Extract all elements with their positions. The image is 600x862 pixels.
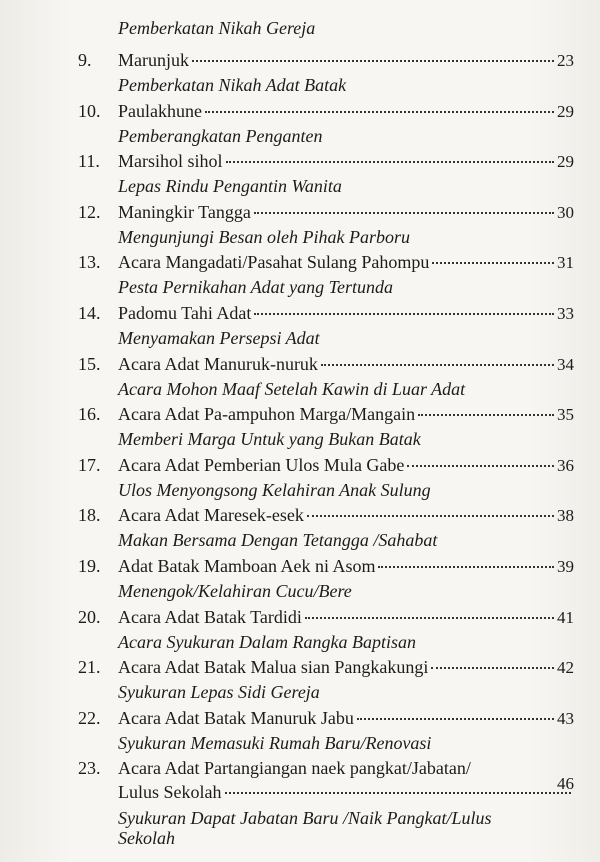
entry-row bbox=[118, 505, 574, 526]
entry-number: 14. bbox=[78, 303, 101, 323]
dot-leader bbox=[226, 161, 554, 163]
entry-title: Acara Adat Pa-ampuhon Marga/Mangain bbox=[118, 404, 416, 425]
entry-row bbox=[118, 354, 574, 375]
entry-title: Acara Adat Pemberian Ulos Mula Gabe bbox=[118, 454, 405, 475]
entry-title: Maningkir Tangga bbox=[118, 201, 251, 222]
entry-title: Marsihol sihol bbox=[118, 151, 223, 172]
dot-leader bbox=[205, 111, 554, 113]
entry-number: 19. bbox=[78, 556, 101, 576]
entry-row bbox=[118, 657, 574, 678]
toc-entry bbox=[0, 252, 600, 303]
entry-number: 16. bbox=[78, 404, 101, 425]
toc-entry bbox=[0, 404, 600, 455]
entry-subtitle: Acara Mohon Maaf Setelah Kawin di Luar Adat bbox=[118, 378, 466, 399]
toc-entry bbox=[0, 303, 600, 354]
entry-page-number: 41 bbox=[557, 607, 574, 627]
entry-page-number: 34 bbox=[557, 354, 574, 374]
entry-row bbox=[118, 455, 574, 476]
entry-page-number: 35 bbox=[557, 405, 574, 425]
entry-title: Acara Adat Batak Tardidi bbox=[118, 606, 302, 627]
dot-leader bbox=[307, 515, 554, 517]
toc-entry bbox=[0, 556, 600, 607]
dot-leader bbox=[192, 60, 554, 62]
entry-subtitle: Menyamakan Persepsi Adat bbox=[118, 328, 320, 348]
entry-subtitle: Syukuran Dapat Jabatan Baru /Naik Pangkat/Lulus Sekolah bbox=[118, 808, 492, 848]
entry-row bbox=[118, 252, 574, 273]
toc-entry bbox=[0, 151, 600, 202]
dot-leader bbox=[254, 212, 554, 214]
dot-leader bbox=[305, 617, 554, 619]
entry-title: Adat Batak Mamboan Aek ni Asom bbox=[118, 556, 376, 576]
entry-page-number: 23 bbox=[557, 51, 574, 70]
dot-leader bbox=[407, 465, 554, 467]
entry-subtitle: Ulos Menyongsong Kelahiran Anak Sulung bbox=[118, 479, 431, 500]
entry-page-number: 33 bbox=[557, 304, 574, 323]
dot-leader bbox=[418, 414, 554, 416]
entry-page-number: 42 bbox=[557, 658, 574, 678]
entry-title-line2: Lulus Sekolah bbox=[118, 782, 222, 802]
toc-entry bbox=[0, 354, 600, 405]
entry-page-number: 29 bbox=[557, 152, 574, 172]
entry-title: Acara Adat Maresek-esek bbox=[118, 505, 304, 526]
entry-title-line1: Acara Adat Partangiangan naek pangkat/Jabatan/ bbox=[118, 758, 471, 778]
entry-page-number: 46 bbox=[557, 774, 574, 793]
entry-number: 20. bbox=[78, 606, 101, 627]
entry-row bbox=[118, 202, 574, 223]
dot-leader bbox=[431, 667, 554, 669]
entry-row bbox=[118, 101, 574, 122]
entry-subtitle: Pemberangkatan Penganten bbox=[118, 125, 323, 146]
entry-subtitle: Memberi Marga Untuk yang Bukan Batak bbox=[118, 429, 421, 450]
entry-title: Marunjuk bbox=[118, 50, 189, 70]
entry-number: 9. bbox=[78, 50, 92, 70]
toc-entry bbox=[0, 101, 600, 152]
entry-row bbox=[118, 708, 574, 729]
toc-entry bbox=[0, 202, 600, 253]
entry-subtitle: Acara Syukuran Dalam Rangka Baptisan bbox=[118, 631, 416, 652]
toc-entry-23 bbox=[0, 758, 600, 858]
entry-subtitle: Mengunjungi Besan oleh Pihak Parboru bbox=[118, 226, 410, 247]
entry-subtitle: Syukuran Memasuki Rumah Baru/Renovasi bbox=[118, 732, 432, 753]
entry-number: 11. bbox=[78, 151, 100, 172]
toc-entry bbox=[0, 708, 600, 759]
entry-number: 17. bbox=[78, 454, 101, 475]
entry-subtitle: Pesta Pernikahan Adat yang Tertunda bbox=[118, 277, 393, 298]
dot-leader bbox=[357, 718, 554, 720]
entry-title: Acara Adat Batak Malua sian Pangkakungi bbox=[118, 657, 429, 678]
entry-number: 15. bbox=[78, 353, 101, 374]
dot-leader bbox=[432, 262, 554, 264]
entry-subtitle: Menengok/Kelahiran Cucu/Bere bbox=[118, 581, 352, 601]
toc-entry bbox=[0, 657, 600, 708]
entry-title: Acara Mangadati/Pasahat Sulang Pahompu bbox=[118, 252, 430, 273]
entry-title: Acara Adat Manuruk-nuruk bbox=[118, 353, 318, 374]
dot-leader bbox=[378, 566, 554, 568]
entry-page-number: 38 bbox=[557, 506, 574, 526]
dot-leader bbox=[254, 313, 554, 315]
toc-entry bbox=[0, 455, 600, 506]
entry-page-number: 31 bbox=[557, 253, 574, 273]
entry-number: 12. bbox=[78, 201, 101, 222]
entry-title: Padomu Tahi Adat bbox=[118, 303, 252, 323]
entry-number: 10. bbox=[78, 100, 101, 121]
entry-page-number: 30 bbox=[557, 202, 574, 222]
entry-title: Acara Adat Batak Manuruk Jabu bbox=[118, 707, 354, 728]
entry-subtitle: Pemberkatan Nikah Adat Batak bbox=[118, 75, 347, 95]
entry-row bbox=[118, 151, 574, 172]
entry-page-number: 39 bbox=[557, 557, 574, 576]
entry-number: 23. bbox=[78, 758, 101, 778]
entry-number: 21. bbox=[78, 657, 101, 678]
entry-row bbox=[118, 556, 574, 577]
header-subtitle: Pemberkatan Nikah Gereja bbox=[118, 18, 316, 38]
entry-row bbox=[118, 50, 574, 71]
dot-leader bbox=[225, 792, 572, 794]
toc-entry bbox=[0, 607, 600, 658]
toc-entry bbox=[0, 505, 600, 556]
entry-page-number: 29 bbox=[557, 101, 574, 121]
entry-number: 18. bbox=[78, 505, 101, 526]
entry-subtitle: Makan Bersama Dengan Tetangga /Sahabat bbox=[118, 530, 438, 551]
dot-leader bbox=[321, 364, 554, 366]
entry-row bbox=[118, 303, 574, 324]
entry-number: 13. bbox=[78, 252, 101, 273]
entry-page-number: 36 bbox=[557, 455, 574, 475]
entry-page-number: 43 bbox=[557, 708, 574, 728]
entry-subtitle: Syukuran Lepas Sidi Gereja bbox=[118, 682, 320, 703]
entry-row bbox=[118, 607, 574, 628]
toc-entry bbox=[0, 50, 600, 101]
entry-row bbox=[118, 404, 574, 425]
entry-title: Paulakhune bbox=[118, 100, 202, 121]
entry-number: 22. bbox=[78, 707, 101, 728]
entry-subtitle: Lepas Rindu Pengantin Wanita bbox=[118, 176, 342, 197]
